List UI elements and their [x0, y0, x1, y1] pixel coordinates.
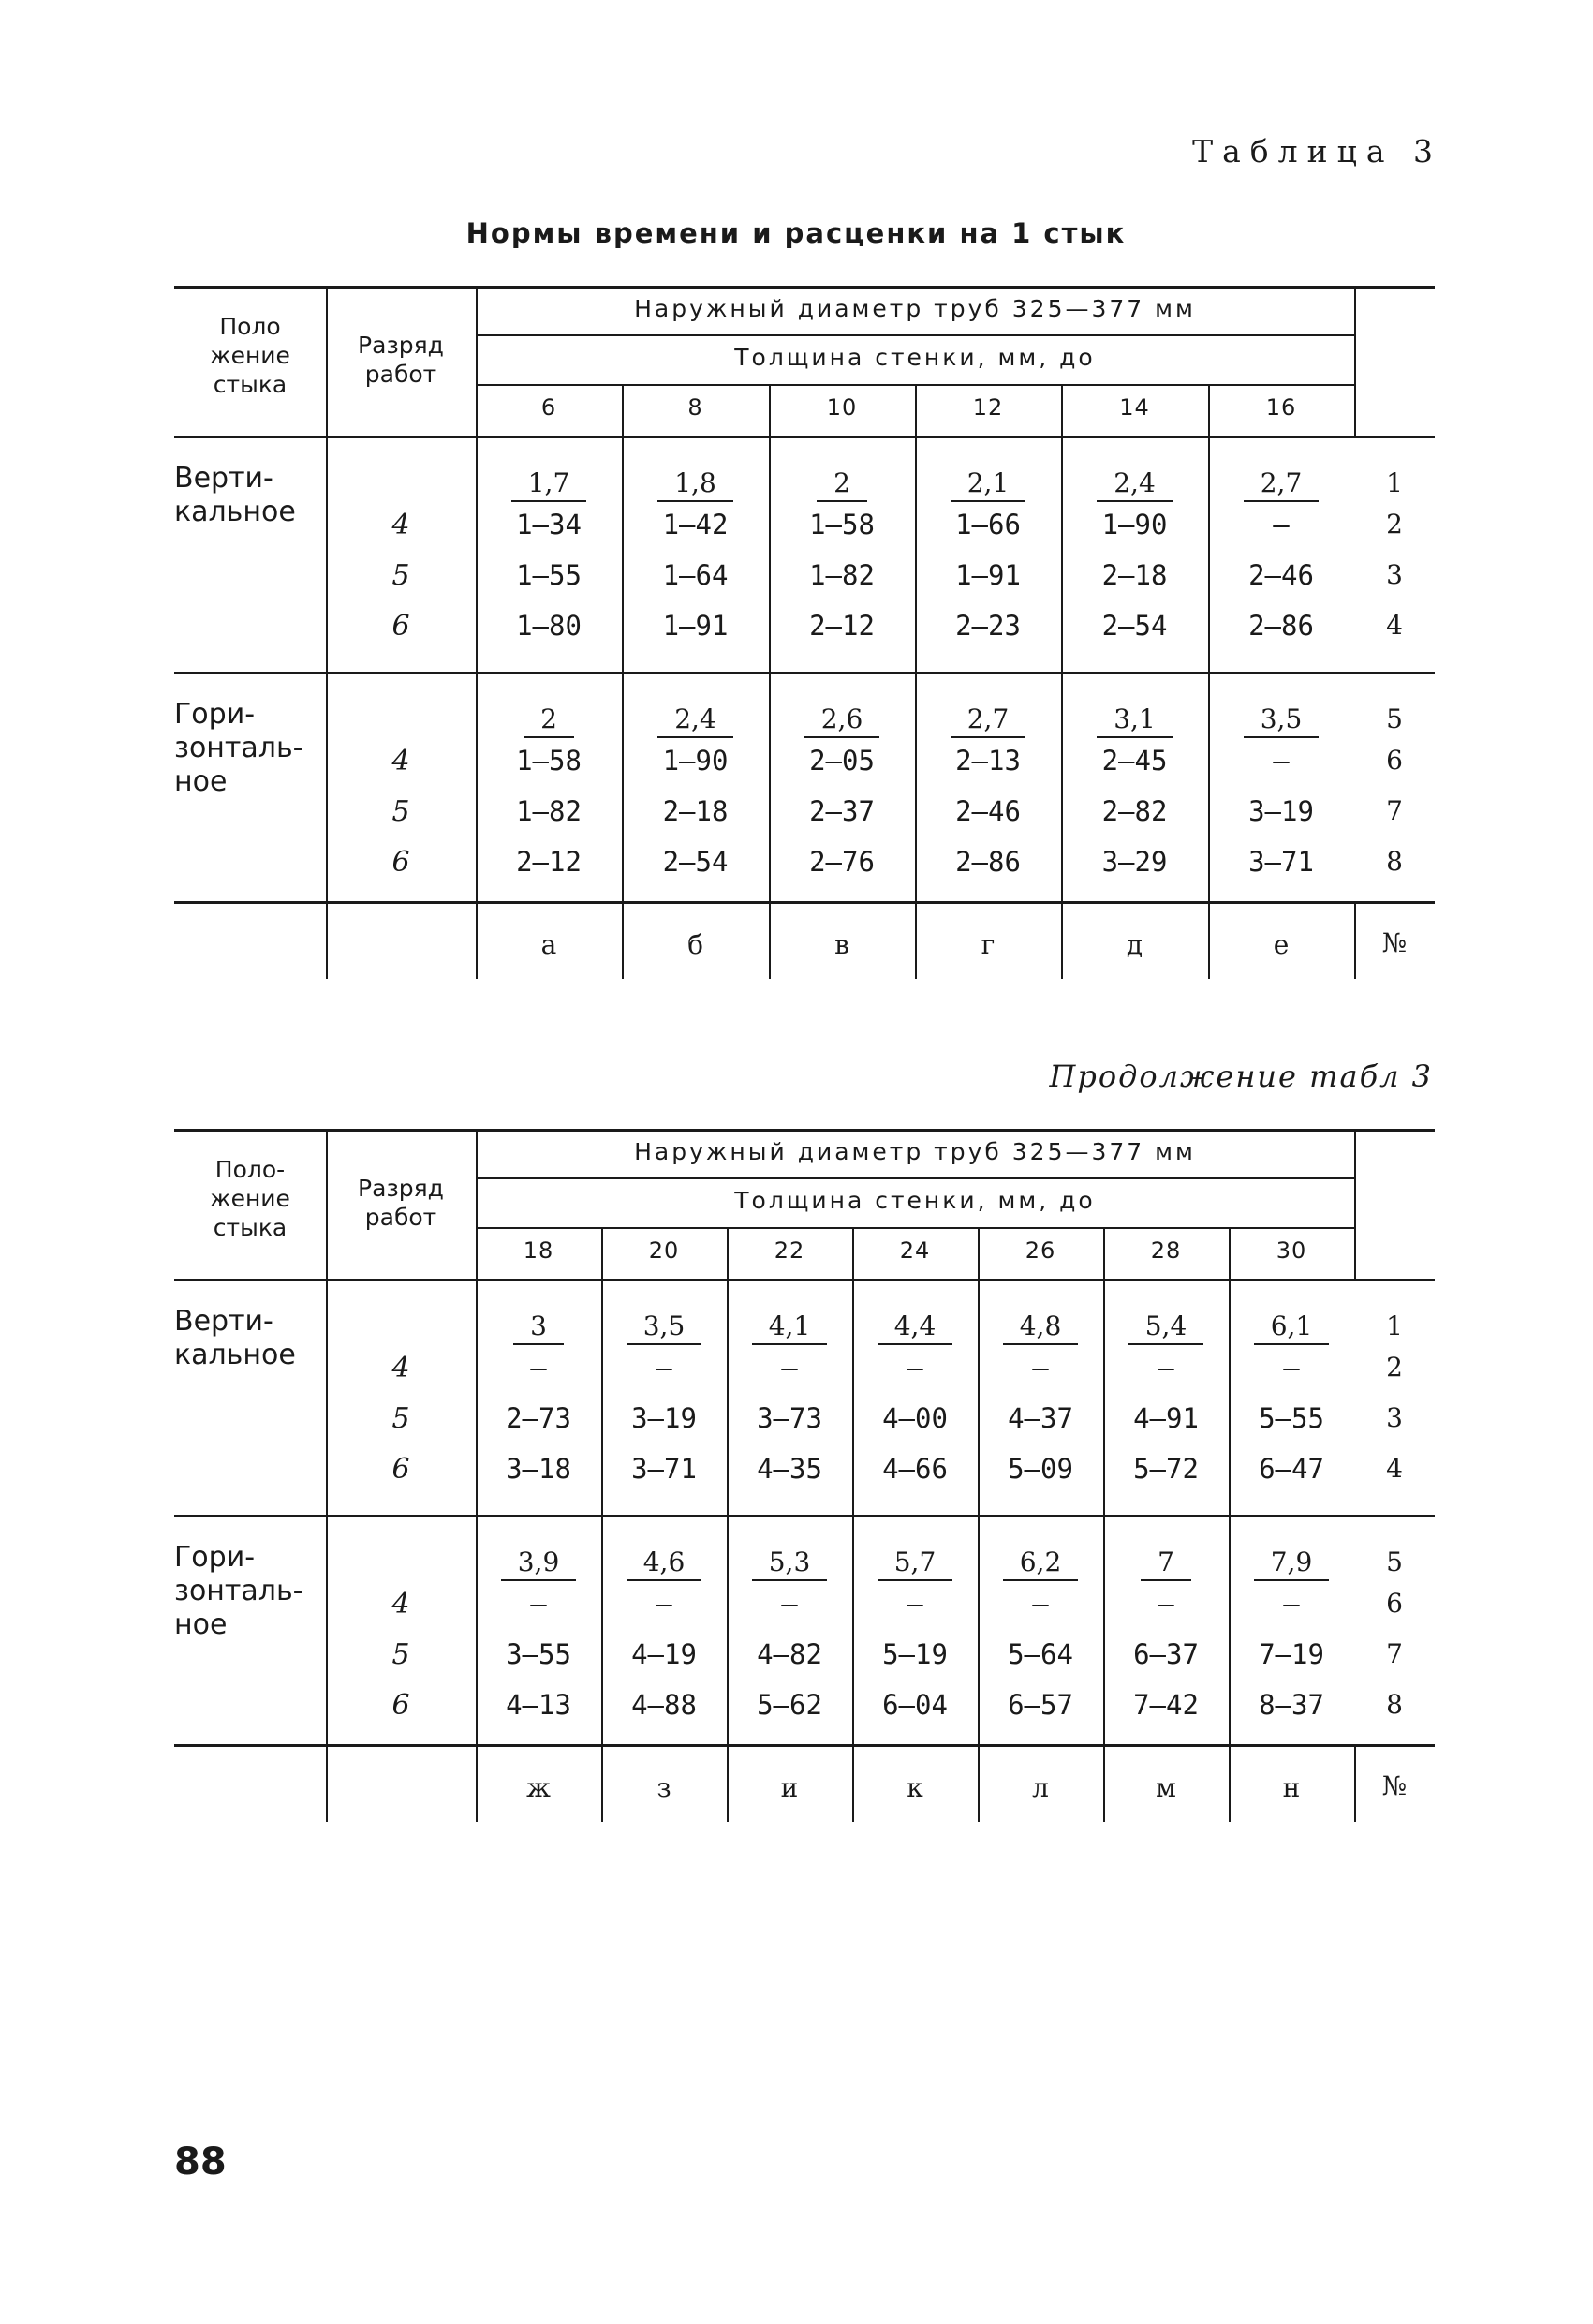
- rate-value: 1—90: [662, 745, 729, 777]
- rate-value: 2—12: [809, 610, 875, 642]
- column-letter: ж: [526, 1772, 551, 1803]
- rate-value: 2—86: [1248, 610, 1314, 642]
- rate-value: 1—58: [516, 745, 582, 777]
- time-norm-value: 4,8: [1003, 1310, 1079, 1345]
- rate-value: 2—46: [955, 795, 1021, 827]
- rate-value: 2—54: [1101, 610, 1168, 642]
- rate-value: 6—04: [882, 1689, 948, 1721]
- time-norm: [1229, 1310, 1354, 1345]
- row-number: 4: [1386, 1453, 1403, 1484]
- position-label-line: ное: [174, 1608, 228, 1641]
- row-number: 6: [1386, 745, 1403, 776]
- position-label-line: кальное: [174, 1339, 296, 1371]
- time-norm-value: 3: [513, 1310, 564, 1345]
- number-label: №: [1381, 927, 1408, 958]
- rate-value: —: [656, 1352, 672, 1384]
- grade-value: 4: [391, 745, 410, 777]
- time-norm-value: 2,7: [951, 703, 1026, 738]
- rate-value: 6—57: [1008, 1689, 1073, 1721]
- time-norm: [769, 703, 915, 738]
- rate-value: —: [1283, 1588, 1300, 1620]
- rate-value: 2—45: [1101, 745, 1168, 777]
- position-label-line: Гори-: [174, 1541, 256, 1574]
- time-norm: [476, 467, 622, 502]
- rate-value: 5—09: [1008, 1453, 1073, 1485]
- header-grade-line: Разряд: [358, 1175, 444, 1202]
- time-norm: [978, 1547, 1103, 1581]
- thickness-value: 18: [523, 1237, 554, 1264]
- row-number: 3: [1386, 559, 1403, 590]
- time-norm-value: 5,3: [752, 1547, 828, 1581]
- header-position: [174, 1155, 326, 1242]
- rate-value: 2—73: [506, 1402, 571, 1434]
- position-label-line: Гори-: [174, 698, 256, 731]
- header-position-line: стыка: [213, 371, 288, 398]
- rate-value: 1—82: [809, 559, 875, 591]
- column-letter: и: [780, 1772, 799, 1803]
- rate-value: 3—18: [506, 1453, 571, 1485]
- time-norm-value: 1,7: [511, 467, 587, 502]
- time-norm: [852, 1547, 978, 1581]
- position-label-line: ное: [174, 765, 228, 798]
- rule-line: [174, 1744, 1435, 1747]
- time-norm-value: 2,1: [951, 467, 1026, 502]
- position-label-line: зонталь-: [174, 1575, 303, 1607]
- rate-value: 3—73: [757, 1402, 822, 1434]
- rate-value: 2—46: [1248, 559, 1314, 591]
- rule-line: [476, 1177, 1354, 1179]
- rate-value: —: [1283, 1352, 1300, 1384]
- rate-value: 1—42: [662, 509, 729, 540]
- rate-value: —: [1273, 745, 1290, 777]
- grade-value: 6: [391, 1689, 410, 1722]
- rule-line: [476, 1227, 1354, 1229]
- rate-value: 3—71: [1248, 846, 1314, 878]
- rate-value: —: [907, 1588, 923, 1620]
- row-number: 6: [1386, 1588, 1403, 1619]
- rate-value: 1—91: [662, 610, 729, 642]
- time-norm-value: 2,4: [1097, 467, 1173, 502]
- column-letter: в: [834, 929, 849, 960]
- row-number: 8: [1386, 846, 1403, 877]
- rate-value: 1—55: [516, 559, 582, 591]
- row-number: 2: [1386, 1352, 1403, 1383]
- rate-value: 3—19: [1248, 795, 1314, 827]
- table-title: Нормы времени и расценки на 1 стык: [465, 217, 1127, 249]
- header-position-line: стыка: [213, 1214, 288, 1241]
- rule-line: [174, 286, 1435, 289]
- position-vertical: [174, 1305, 320, 1372]
- column-letter: л: [1032, 1772, 1049, 1803]
- rate-value: 4—19: [631, 1638, 697, 1670]
- time-norm: [1061, 703, 1208, 738]
- time-norm-value: 2,7: [1244, 467, 1320, 502]
- row-number: 1: [1386, 1310, 1403, 1341]
- rate-value: —: [656, 1588, 672, 1620]
- grade-value: 5: [391, 1402, 410, 1435]
- time-norm-value: 3,1: [1097, 703, 1173, 738]
- time-norm: [915, 467, 1061, 502]
- rate-value: 3—19: [631, 1402, 697, 1434]
- rate-value: 2—12: [516, 846, 582, 878]
- time-norm: [915, 703, 1061, 738]
- rate-value: 2—76: [809, 846, 875, 878]
- row-number: 7: [1386, 795, 1403, 826]
- time-norm-value: 6,1: [1254, 1310, 1330, 1345]
- header-grade-line: работ: [364, 361, 437, 388]
- rate-value: 4—66: [882, 1453, 948, 1485]
- thickness-value: 8: [687, 394, 703, 421]
- rate-value: 2—54: [662, 846, 729, 878]
- rate-value: 2—86: [955, 846, 1021, 878]
- rate-value: —: [1032, 1588, 1049, 1620]
- grade-value: 5: [391, 559, 410, 592]
- rate-value: 4—00: [882, 1402, 948, 1434]
- column-letter: н: [1282, 1772, 1301, 1803]
- rule-line: [174, 901, 1435, 904]
- row-number: 3: [1386, 1402, 1403, 1433]
- time-norm: [727, 1310, 852, 1345]
- row-number: 5: [1386, 703, 1403, 734]
- rule-line: [174, 436, 1435, 438]
- time-norm: [476, 1310, 601, 1345]
- grade-value: 6: [391, 610, 410, 643]
- rate-value: 7—42: [1133, 1689, 1199, 1721]
- thickness-value: 28: [1150, 1237, 1182, 1264]
- rate-value: 7—19: [1259, 1638, 1324, 1670]
- position-horizontal: [174, 1541, 320, 1642]
- time-norm: [727, 1547, 852, 1581]
- time-norm: [1103, 1310, 1229, 1345]
- rule-line: [174, 672, 1435, 674]
- thickness-value: 26: [1025, 1237, 1056, 1264]
- time-norm: [978, 1310, 1103, 1345]
- column-letter: а: [540, 929, 557, 960]
- continuation-label: Продолжение табл 3: [1049, 1058, 1433, 1094]
- column-letter: к: [907, 1772, 923, 1803]
- position-label-line: Верти-: [174, 462, 273, 495]
- table-label: Таблица 3: [1192, 133, 1442, 170]
- rate-value: 2—23: [955, 610, 1021, 642]
- position-label-line: кальное: [174, 496, 296, 528]
- rate-value: 1—66: [955, 509, 1021, 540]
- thickness-value: 22: [774, 1237, 805, 1264]
- header-position-line: Поло: [219, 313, 281, 340]
- row-number: 2: [1386, 509, 1403, 540]
- position-vertical: [174, 462, 320, 529]
- time-norm: [601, 1310, 727, 1345]
- rate-value: 2—13: [955, 745, 1021, 777]
- time-norm: [1103, 1547, 1229, 1581]
- rate-value: 1—58: [809, 509, 875, 540]
- position-horizontal: [174, 698, 320, 799]
- rule-line: [476, 334, 1354, 336]
- rate-value: —: [907, 1352, 923, 1384]
- table-1: [174, 286, 1435, 970]
- grade-value: 4: [391, 1352, 410, 1384]
- rate-value: —: [1032, 1352, 1049, 1384]
- rate-value: 4—82: [757, 1638, 822, 1670]
- time-norm: [1208, 467, 1354, 502]
- time-norm-value: 5,7: [878, 1547, 953, 1581]
- grade-value: 6: [391, 846, 410, 879]
- rate-value: 2—82: [1101, 795, 1168, 827]
- time-norm-value: 2,4: [657, 703, 733, 738]
- column-letter: б: [687, 929, 703, 960]
- grade-value: 4: [391, 1588, 410, 1621]
- time-norm-value: 1,8: [657, 467, 733, 502]
- time-norm-value: 4,1: [752, 1310, 828, 1345]
- thickness-value: 14: [1119, 394, 1150, 421]
- rate-value: 3—29: [1101, 846, 1168, 878]
- column-letter: з: [656, 1772, 671, 1803]
- header-position: [174, 312, 326, 399]
- thickness-value: 12: [972, 394, 1004, 421]
- rate-value: —: [1273, 509, 1290, 540]
- header-position-line: жение: [210, 1185, 290, 1212]
- header-position-line: жение: [210, 342, 290, 369]
- position-label-line: Верти-: [174, 1305, 273, 1338]
- row-number: 1: [1386, 467, 1403, 498]
- column-letter: д: [1126, 929, 1143, 960]
- grade-value: 6: [391, 1453, 410, 1486]
- time-norm: [769, 467, 915, 502]
- number-label: №: [1381, 1770, 1408, 1801]
- rate-value: 2—18: [662, 795, 729, 827]
- time-norm: [1208, 703, 1354, 738]
- thickness-value: 10: [826, 394, 858, 421]
- thickness-value: 16: [1265, 394, 1297, 421]
- time-norm-value: 5,4: [1128, 1310, 1204, 1345]
- header-thickness: Толщина стенки, мм, до: [734, 1187, 1096, 1214]
- grade-value: 5: [391, 795, 410, 828]
- rule-line: [1354, 1129, 1356, 1279]
- rate-value: 8—37: [1259, 1689, 1324, 1721]
- rate-value: 2—05: [809, 745, 875, 777]
- rate-value: —: [530, 1352, 547, 1384]
- time-norm-value: 4,4: [878, 1310, 953, 1345]
- header-grade: [326, 1174, 476, 1232]
- time-norm-value: 3,5: [627, 1310, 702, 1345]
- rate-value: 1—90: [1101, 509, 1168, 540]
- rate-value: —: [781, 1588, 798, 1620]
- rule-line: [1354, 286, 1356, 436]
- time-norm: [622, 467, 769, 502]
- rate-value: 4—13: [506, 1689, 571, 1721]
- row-number: 4: [1386, 610, 1403, 641]
- rate-value: 4—37: [1008, 1402, 1073, 1434]
- time-norm-value: 4,6: [627, 1547, 702, 1581]
- header-thickness: Толщина стенки, мм, до: [734, 344, 1096, 371]
- table-2: [174, 1129, 1435, 1813]
- column-letter: г: [981, 929, 996, 960]
- rate-value: —: [1158, 1588, 1174, 1620]
- rate-value: 5—72: [1133, 1453, 1199, 1485]
- rate-value: 1—80: [516, 610, 582, 642]
- thickness-value: 6: [540, 394, 557, 421]
- page-number: 88: [174, 2140, 227, 2183]
- time-norm-value: 2: [524, 703, 574, 738]
- row-number: 7: [1386, 1638, 1403, 1669]
- time-norm: [601, 1547, 727, 1581]
- time-norm: [1061, 467, 1208, 502]
- rate-value: 1—34: [516, 509, 582, 540]
- header-position-line: Поло-: [214, 1156, 286, 1183]
- rate-value: 6—37: [1133, 1638, 1199, 1670]
- rate-value: 4—35: [757, 1453, 822, 1485]
- time-norm-value: 7,9: [1254, 1547, 1330, 1581]
- column-letter: е: [1273, 929, 1290, 960]
- time-norm-value: 3,5: [1244, 703, 1320, 738]
- time-norm-value: 3,9: [501, 1547, 577, 1581]
- rate-value: 1—82: [516, 795, 582, 827]
- header-diameter: Наружный диаметр труб 325—377 мм: [634, 1138, 1196, 1165]
- rate-value: 5—19: [882, 1638, 948, 1670]
- time-norm-value: 6,2: [1003, 1547, 1079, 1581]
- rate-value: 5—62: [757, 1689, 822, 1721]
- thickness-value: 24: [899, 1237, 931, 1264]
- rate-value: 4—91: [1133, 1402, 1199, 1434]
- thickness-value: 20: [648, 1237, 680, 1264]
- rule-line: [174, 1279, 1435, 1281]
- rate-value: 1—91: [955, 559, 1021, 591]
- rate-value: —: [1158, 1352, 1174, 1384]
- rate-value: 2—37: [809, 795, 875, 827]
- time-norm: [476, 703, 622, 738]
- time-norm: [622, 703, 769, 738]
- grade-value: 4: [391, 509, 410, 541]
- time-norm-value: 7: [1141, 1547, 1191, 1581]
- header-grade-line: работ: [364, 1204, 437, 1231]
- row-number: 5: [1386, 1547, 1403, 1577]
- time-norm: [476, 1547, 601, 1581]
- header-grade-line: Разряд: [358, 332, 444, 359]
- header-diameter: Наружный диаметр труб 325—377 мм: [634, 295, 1196, 322]
- rate-value: 6—47: [1259, 1453, 1324, 1485]
- rate-value: —: [781, 1352, 798, 1384]
- time-norm: [1229, 1547, 1354, 1581]
- time-norm: [852, 1310, 978, 1345]
- header-grade: [326, 331, 476, 389]
- rate-value: 2—18: [1101, 559, 1168, 591]
- rate-value: —: [530, 1588, 547, 1620]
- column-letter: м: [1156, 1772, 1176, 1803]
- rate-value: 1—64: [662, 559, 729, 591]
- rate-value: 4—88: [631, 1689, 697, 1721]
- position-label-line: зонталь-: [174, 732, 303, 764]
- time-norm-value: 2: [817, 467, 867, 502]
- rate-value: 5—55: [1259, 1402, 1324, 1434]
- rate-value: 5—64: [1008, 1638, 1073, 1670]
- time-norm-value: 2,6: [804, 703, 880, 738]
- rule-line: [174, 1515, 1435, 1517]
- rate-value: 3—71: [631, 1453, 697, 1485]
- grade-value: 5: [391, 1638, 410, 1671]
- row-number: 8: [1386, 1689, 1403, 1720]
- thickness-value: 30: [1276, 1237, 1307, 1264]
- rule-line: [174, 1129, 1435, 1132]
- rate-value: 3—55: [506, 1638, 571, 1670]
